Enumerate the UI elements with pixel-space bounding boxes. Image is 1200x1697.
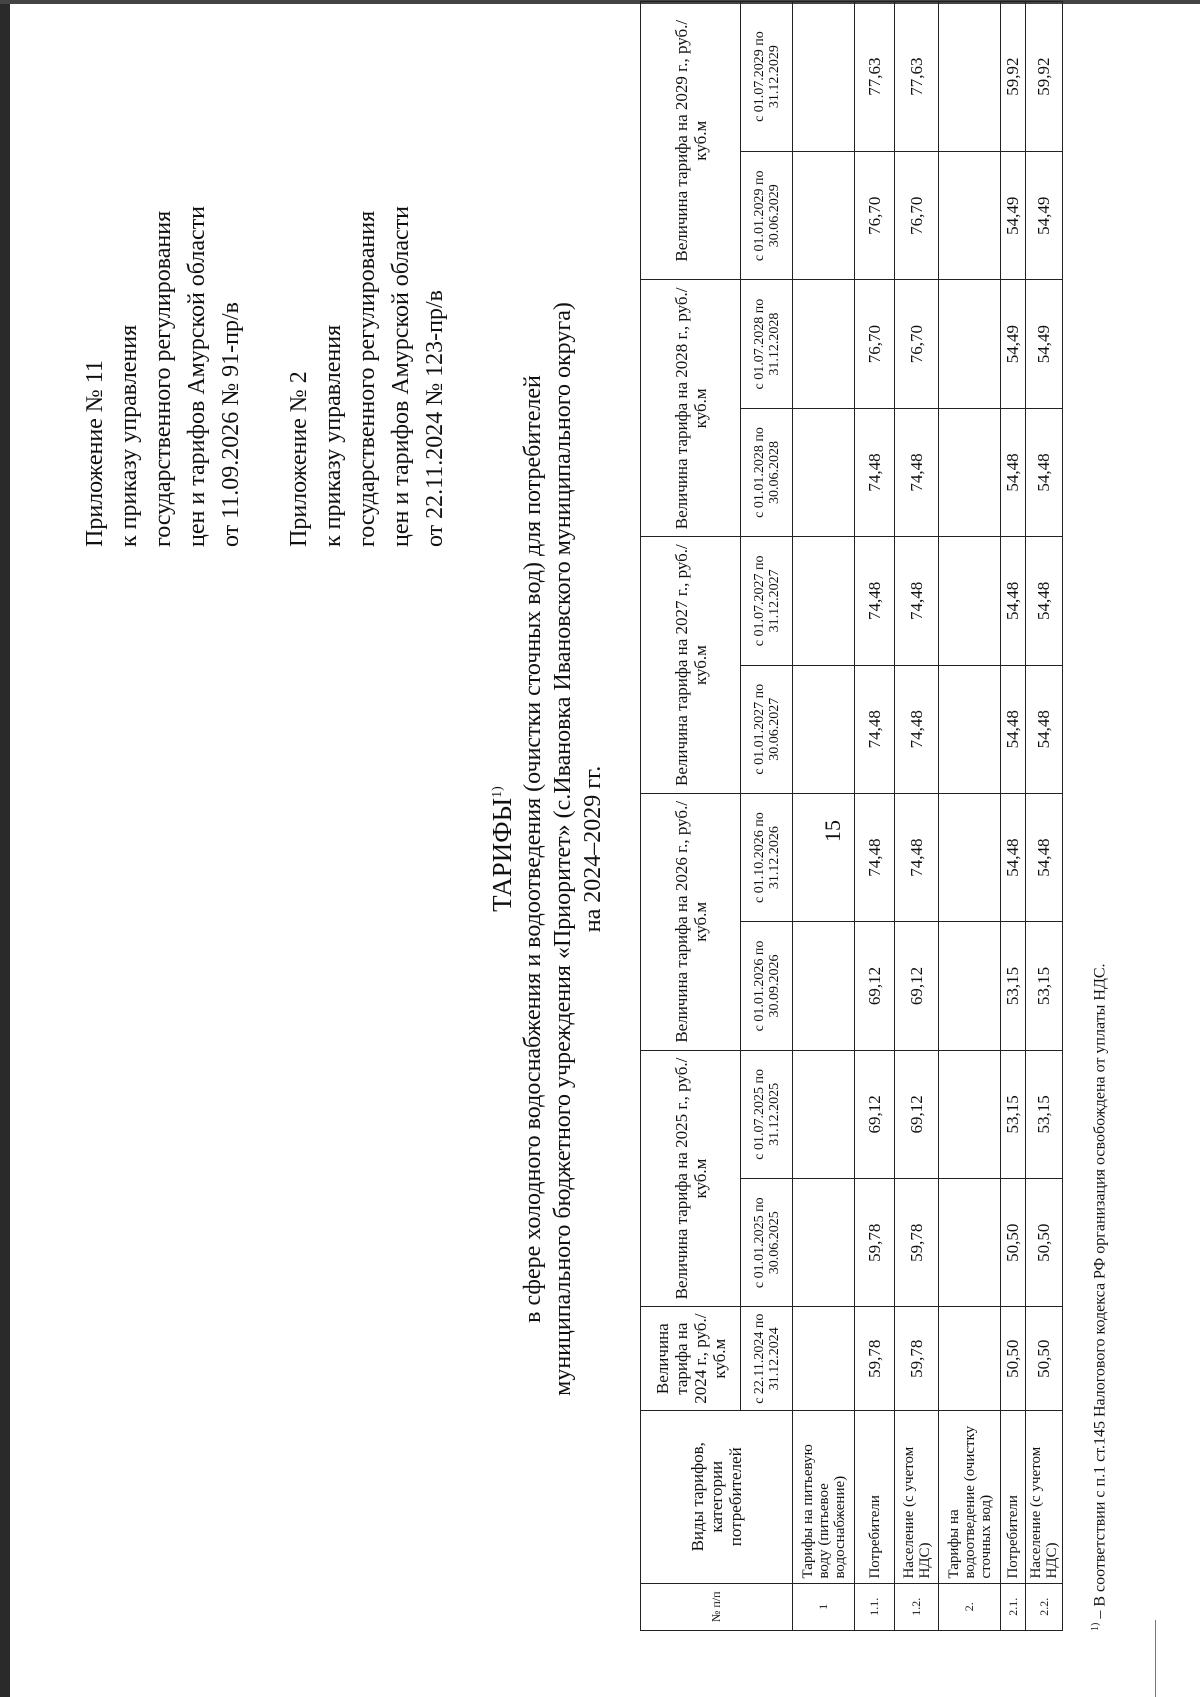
header-year: Величина тарифа на 2028 г., руб./куб.м [641,280,741,537]
tariff-value [793,408,855,536]
tariff-value [793,1179,855,1307]
appendix-line: государственного регулирования [354,210,380,547]
table-row [793,2,855,1631]
tariff-value: 69,12 [895,922,939,1050]
title-footnote-mark: 1) [490,786,505,798]
header-period: с 01.01.2028 по 30.06.2028 [741,408,793,536]
title-text: ТАРИФЫ [487,797,517,912]
appendix-line: цен и тарифов Амурской области [388,205,414,547]
tariff-value: 54,49 [1001,280,1026,408]
tariff-value: 59,78 [855,1179,895,1307]
header-type: Виды тарифов, категории потребителей [641,1410,793,1583]
appendix-original [282,206,452,547]
tariff-value [939,2,1001,152]
tariff-value: 54,48 [1001,665,1026,793]
tariff-value: 54,49 [1001,152,1026,280]
appendix-line: государственного регулирования [150,210,176,547]
tariff-value: 74,48 [855,793,895,921]
tariff-value: 74,48 [855,537,895,665]
tariff-value: 69,12 [855,1050,895,1178]
header-period: с 01.07.2025 по 31.12.2025 [741,1050,793,1178]
tariff-value: 74,48 [855,408,895,536]
header-period: с 01.01.2029 по 30.06.2029 [741,152,793,280]
table-row [895,2,939,1631]
row-number: 1.1. [855,1583,895,1630]
table-row [855,2,895,1631]
header-period: с 01.01.2027 по 30.06.2027 [741,665,793,793]
appendix-line: Приложение № 2 [286,371,312,547]
document-title [482,71,608,1627]
tariff-value: 74,48 [895,537,939,665]
tariff-value: 54,49 [1026,152,1063,280]
tariff-value: 54,48 [1026,537,1063,665]
tariff-value: 74,48 [895,665,939,793]
tariff-value: 53,15 [1001,922,1026,1050]
tariff-value [939,152,1001,280]
row-label: Население (с учетом НДС) [895,1410,939,1583]
title-main [482,71,518,1627]
tariff-value: 54,48 [1026,793,1063,921]
footnote-mark: 1) [1090,1622,1101,1631]
appendix-line: от 11.09.2026 № 91-пр/в [218,301,244,547]
tariff-value: 74,48 [855,665,895,793]
row-number: 1.2. [895,1583,939,1630]
tariff-table-body [793,2,1063,1631]
tariff-value: 59,92 [1026,2,1063,152]
tariff-value: 76,70 [895,280,939,408]
appendix-line: от 22.11.2024 № 123-пр/в [422,289,448,547]
appendix-current [78,206,248,547]
tariff-value: 54,48 [1001,793,1026,921]
tariff-value [939,537,1001,665]
tariff-value: 76,70 [855,152,895,280]
table-row [1026,2,1063,1631]
header-period: с 01.07.2029 по 31.12.2029 [741,2,793,152]
tariff-value [939,793,1001,921]
tariff-value: 77,63 [895,2,939,152]
tariff-value [939,1307,1001,1411]
tariff-value: 76,70 [855,280,895,408]
header-period: с 01.10.2026 по 31.12.2026 [741,793,793,921]
tariff-value [793,537,855,665]
row-number: 2.1. [1001,1583,1026,1630]
row-number: 2.2. [1026,1583,1063,1630]
footnote-text: – В соответствии с п.1 ст.145 Налогового кодекса РФ организация освобождена от уплаты НДС. [1091,963,1109,1623]
tariff-value: 74,48 [895,408,939,536]
header-year: Величина тарифа на 2029 г., руб./куб.м [641,2,741,280]
appendix-line: Приложение № 11 [82,360,108,547]
tariff-value: 50,50 [1026,1179,1063,1307]
header-period: с 22.11.2024 по 31.12.2024 [741,1307,793,1411]
title-line: на 2024–2029 гг. [580,765,606,933]
tariff-value: 54,48 [1026,408,1063,536]
tariff-value: 54,48 [1026,665,1063,793]
tariff-value: 50,50 [1001,1307,1026,1411]
header-year: Величина тарифа на 2027 г., руб./куб.м [641,537,741,794]
row-label: Потребители [1001,1410,1026,1583]
appendix-line: к приказу управления [320,324,346,547]
tariff-value [939,280,1001,408]
header-year: Величина тарифа на 2025 г., руб./куб.м [641,1050,741,1307]
tariff-value: 53,15 [1001,1050,1026,1178]
tariff-table [640,1,1063,1631]
header-num: № п/п [641,1583,793,1630]
row-label: Потребители [855,1410,895,1583]
title-line: в сфере холодного водоснабжения и водоотведения (очистки сточных вод) для потребителей [520,375,546,1323]
tariff-value: 59,78 [855,1307,895,1411]
tariff-value: 74,48 [895,793,939,921]
tariff-value [939,665,1001,793]
header-period: с 01.07.2027 по 31.12.2027 [741,537,793,665]
tariff-value: 69,12 [855,922,895,1050]
tariff-value: 54,48 [1001,408,1026,536]
row-label: Тарифы на питьевую воду (питьевое водоснабжение) [793,1410,855,1583]
tariff-value [939,1050,1001,1178]
tariff-value: 76,70 [895,152,939,280]
row-number: 1 [793,1583,855,1630]
appendix-line: цен и тарифов Амурской области [184,205,210,547]
header-year: Величина тарифа на 2024 г., руб./куб.м [641,1307,741,1411]
tariff-value: 69,12 [895,1050,939,1178]
tariff-value [939,922,1001,1050]
tariff-value [793,2,855,152]
tariff-value: 53,15 [1026,922,1063,1050]
tariff-value [793,1307,855,1411]
table-row [1001,2,1026,1631]
table-row [939,2,1001,1631]
tariff-value: 54,48 [1001,537,1026,665]
footnote [1090,963,1109,1631]
title-line: муниципального бюджетного учреждения «Приоритет» (с.Ивановка Ивановского муниципального округа) [550,302,576,1396]
tariff-value [793,1050,855,1178]
tariff-value: 50,50 [1026,1307,1063,1411]
tariff-value [939,408,1001,536]
tariff-value: 77,63 [855,2,895,152]
tariff-value: 59,78 [895,1179,939,1307]
row-label: Тарифы на водоотведение (очистку сточных вод) [939,1410,1001,1583]
tariff-value: 53,15 [1026,1050,1063,1178]
header-period: с 01.07.2028 по 31.12.2028 [741,280,793,408]
tariff-value [793,665,855,793]
row-label: Население (с учетом НДС) [1026,1410,1063,1583]
header-period: с 01.01.2025 по 30.06.2025 [741,1179,793,1307]
tariff-value [793,152,855,280]
tariff-value [793,922,855,1050]
header-period: с 01.01.2026 по 30.09.2026 [741,922,793,1050]
page-number: 15 [820,820,845,842]
tariff-value [939,1179,1001,1307]
header-year: Величина тарифа на 2026 г., руб./куб.м [641,793,741,1050]
tariff-value: 50,50 [1001,1179,1026,1307]
tariff-value [793,793,855,921]
tariff-value [793,280,855,408]
row-number: 2. [939,1583,1001,1630]
tariff-value: 54,49 [1026,280,1063,408]
tariff-value: 59,78 [895,1307,939,1411]
tariff-value: 59,92 [1001,2,1026,152]
appendix-line: к приказу управления [116,324,142,547]
